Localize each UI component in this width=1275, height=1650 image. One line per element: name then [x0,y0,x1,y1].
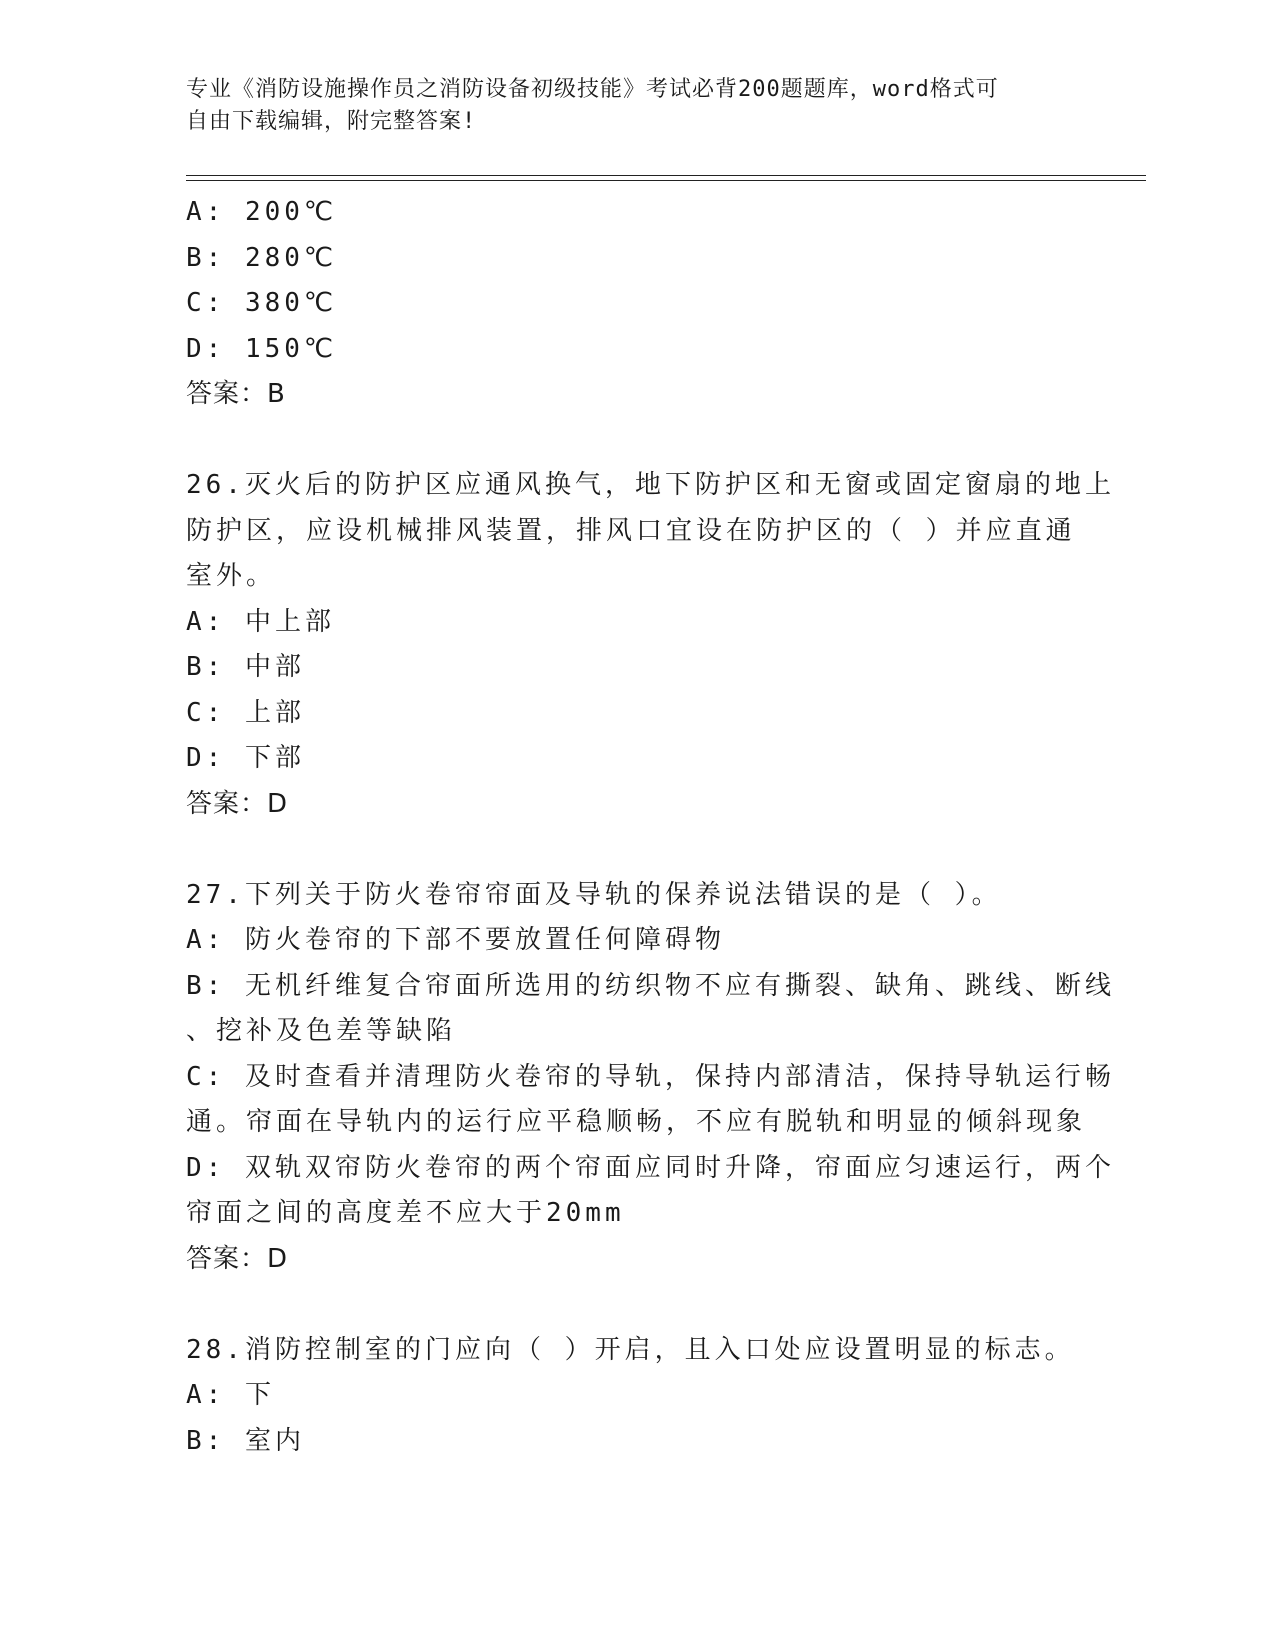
header-line-1: 专业《消防设施操作员之消防设备初级技能》考试必背200题题库，word格式可 [186,77,999,102]
option-c: C: 上部 [186,697,305,728]
option-b: B: 280℃ [186,242,338,273]
option-a: A: 下 [186,1380,275,1410]
question-stem-line: 28.消防控制室的门应向（ ）开启，且入口处应设置明显的标志。 [186,1334,1075,1365]
question-26 [186,463,1115,827]
option-d-continued: 帘面之间的高度差不应大于20mm [186,1198,625,1228]
option-b: B: 中部 [186,652,305,682]
spacer [186,827,1066,873]
header-divider-top [186,175,1146,176]
question-28 [186,1328,1075,1465]
question-stem-line: 27.下列关于防火卷帘帘面及导轨的保养说法错误的是（ ）。 [186,879,1002,910]
option-b: B: 无机纤维复合帘面所选用的纺织物不应有撕裂、缺角、跳线、断线 [186,970,1115,1001]
option-b: B: 室内 [186,1425,305,1456]
document-header [186,74,1066,138]
option-d: D: 双轨双帘防火卷帘的两个帘面应同时升降，帘面应匀速运行，两个 [186,1152,1115,1183]
option-c-continued: 通。帘面在导轨内的运行应平稳顺畅，不应有脱轨和明显的倾斜现象 [186,1107,1087,1137]
question-25 [186,190,1066,418]
spacer [186,418,1066,464]
option-c: C: 380℃ [186,288,338,318]
option-a: A: 中上部 [186,606,335,637]
question-stem-line: 防护区，应设机械排风装置，排风口宜设在防护区的（ ）并应直通 [186,515,1076,546]
option-a: A: 200℃ [186,197,338,227]
question-stem-line: 26.灭火后的防护区应通风换气，地下防护区和无窗或固定窗扇的地上 [186,470,1115,500]
spacer [186,1282,1066,1328]
answer-line: 答案：D [186,1243,289,1274]
option-d: D: 下部 [186,743,305,773]
answer-line: 答案：D [186,788,289,819]
option-d: D: 150℃ [186,333,338,364]
question-list [186,190,1115,1464]
header-line-2: 自由下载编辑，附完整答案! [186,109,477,134]
question-stem-line: 室外。 [186,561,277,591]
option-b-continued: 、挖补及色差等缺陷 [186,1016,457,1046]
question-27 [186,873,1115,1283]
option-a: A: 防火卷帘的下部不要放置任何障碍物 [186,925,725,955]
header-divider-bottom [186,180,1146,181]
answer-line: 答案：B [186,379,286,409]
option-c: C: 及时查看并清理防火卷帘的导轨，保持内部清洁，保持导轨运行畅 [186,1061,1115,1092]
